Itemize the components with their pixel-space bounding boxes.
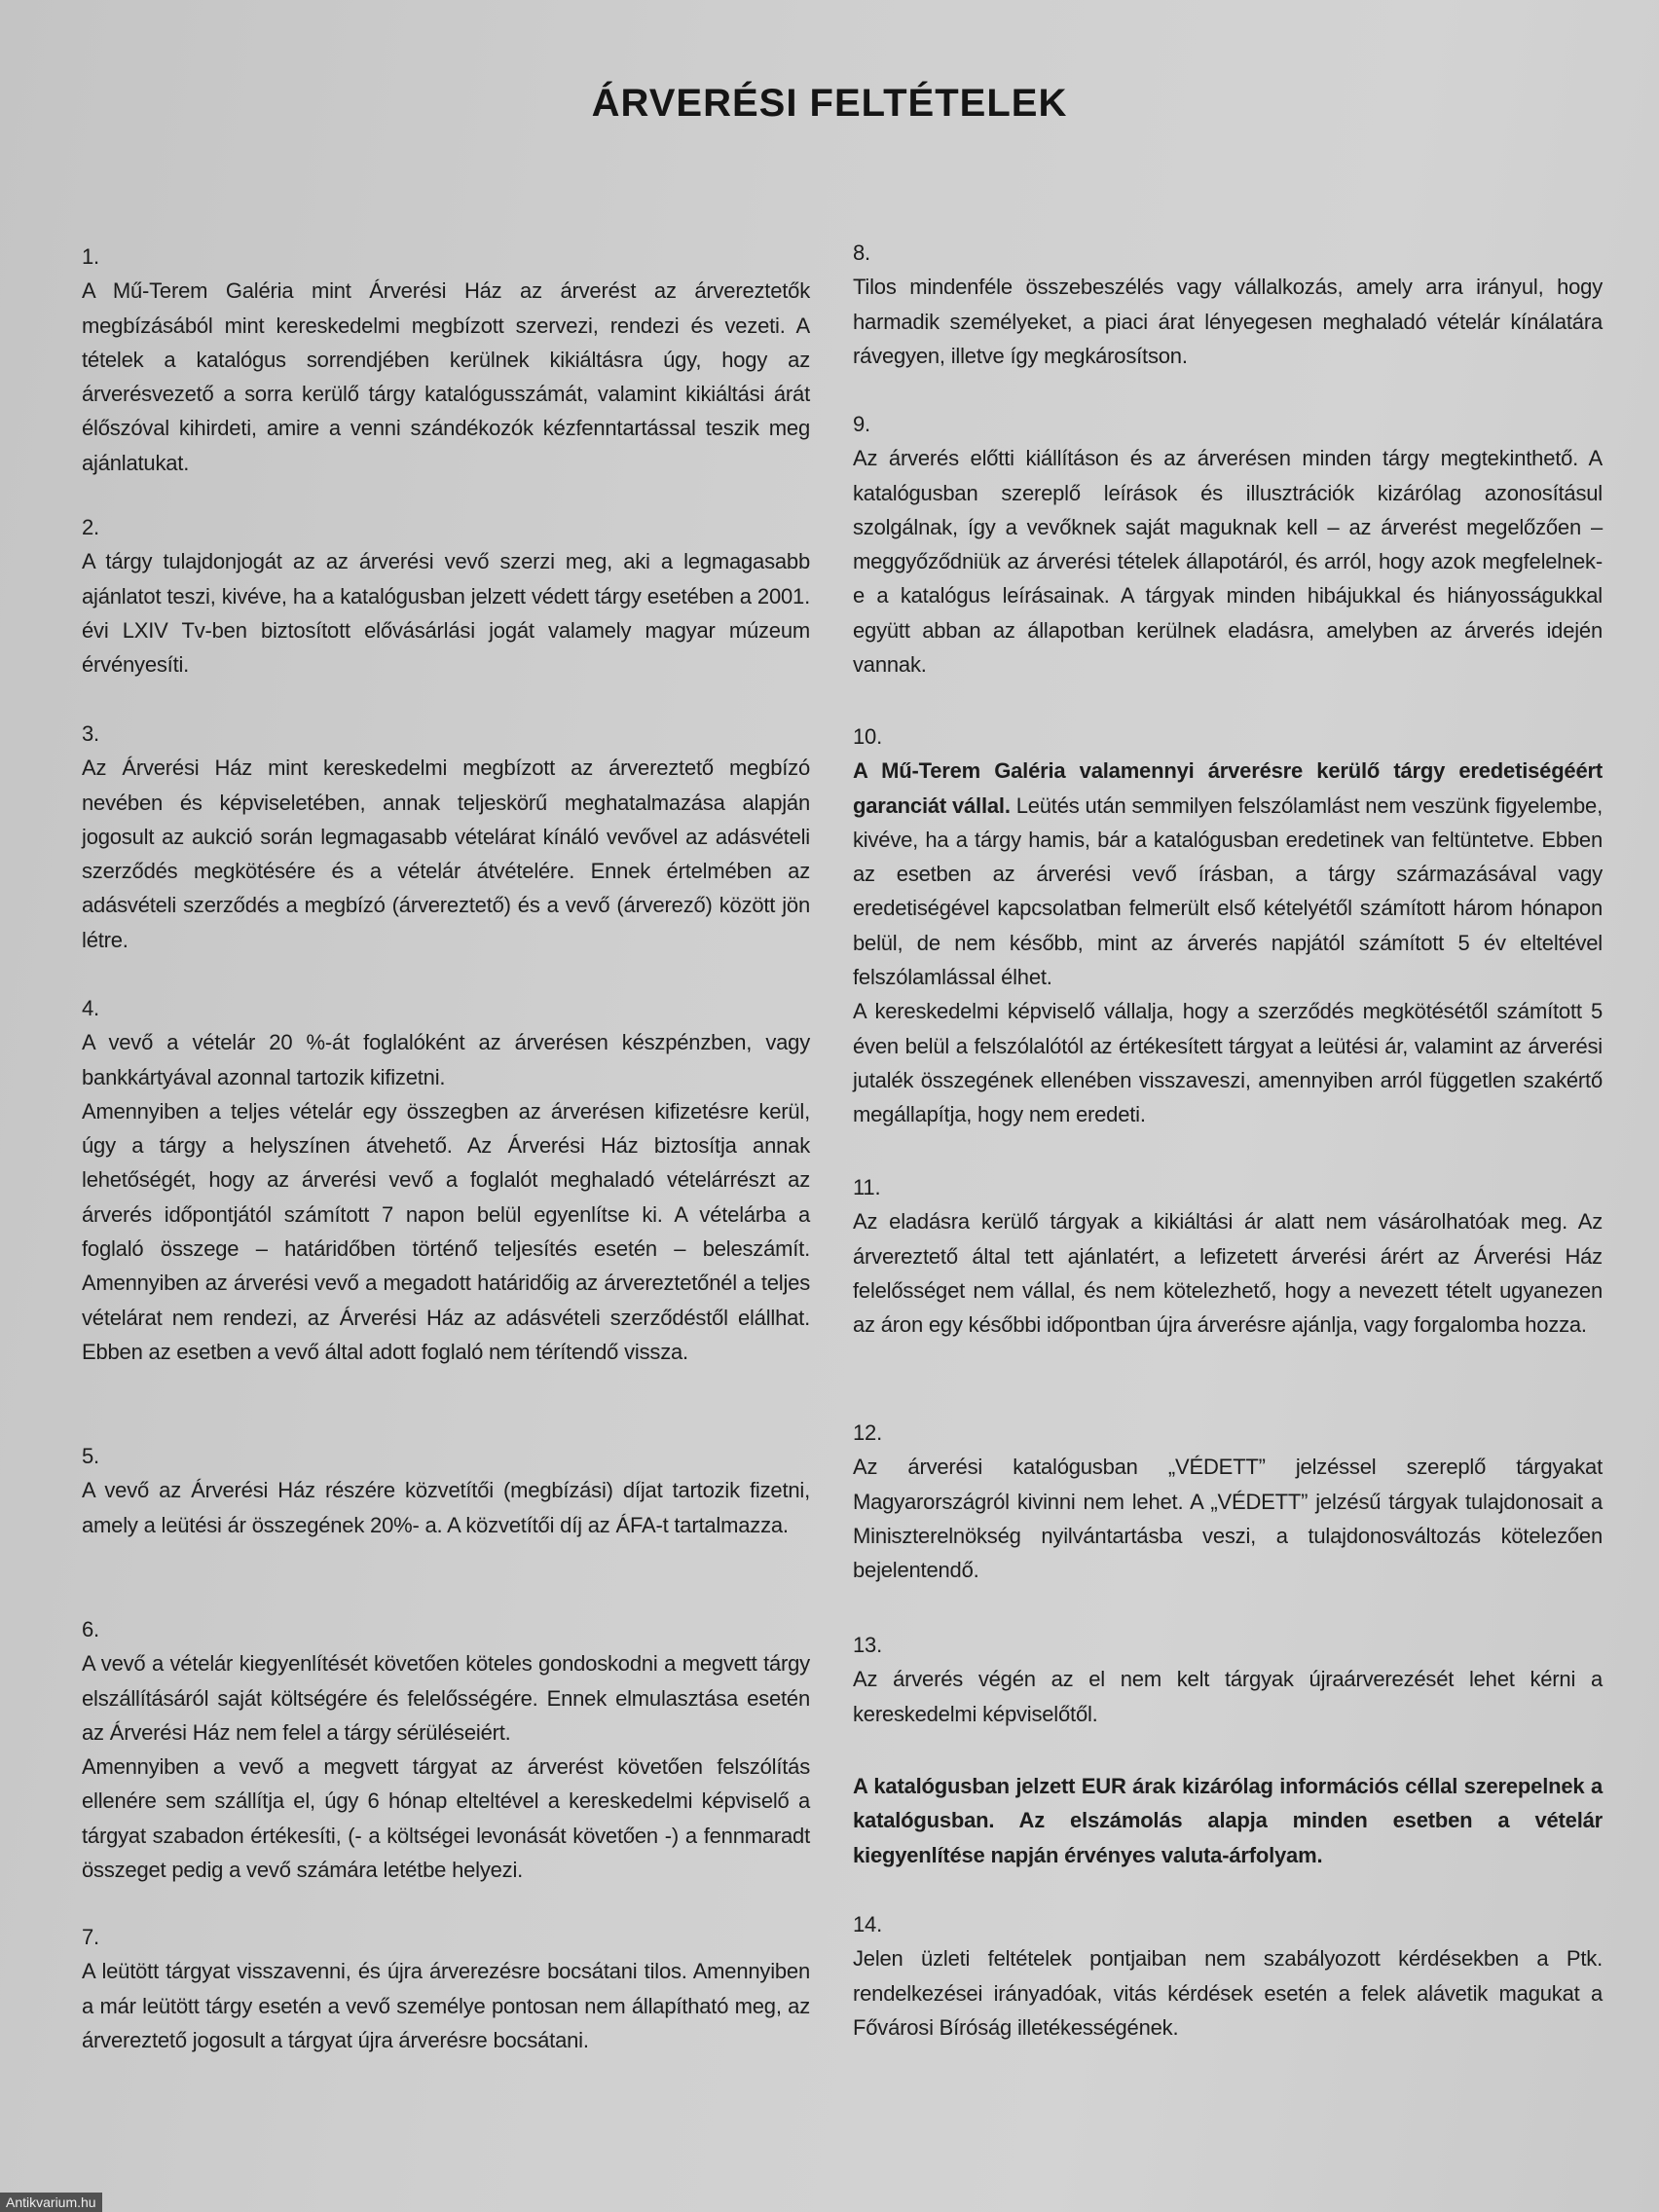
section-text: A vevő a vételár 20 %-át foglalóként az árverésen készpénzben, vagy bankkártyával azonnal tartozik kifizetni. xyxy=(82,1030,810,1089)
section-number: 4. xyxy=(82,996,99,1020)
section-text: A leütött tárgyat visszavenni, és újra árverezésre bocsátani tilos. Amennyiben a már leütött tárgy esetén a vevő személye pontosan nem állapítható meg, az árvereztető jogosult a tárgyat újra árverésre bocsátani. xyxy=(82,1959,810,2052)
section-text: A Mű-Terem Galéria mint Árverési Ház az árverést az árvereztetők megbízásából mint kereskedelmi megbízott szervezi, rendezi és vezeti. A tételek a katalógus sorrendjében kerülnek kikiáltásra úgy, hogy az árverésvezető a sorra kerülő tárgy katalógusszámát, valamint kikiáltási árát élőszóval kihirdeti, amire a venni szándékozók kézfenntartással teszik meg ajánlatukat. xyxy=(82,278,810,475)
section-number: 5. xyxy=(82,1444,99,1468)
section-number: 12. xyxy=(853,1420,882,1445)
section-5 xyxy=(82,1439,810,1542)
section-8 xyxy=(853,236,1603,373)
section-2 xyxy=(82,510,810,682)
section-3 xyxy=(82,717,810,957)
section-text: Leütés után semmilyen felszólamlást nem veszünk figyelembe, kivéve, ha a tárgy hamis, bár a katalógusban eredetinek van feltüntetve. Ebben az esetben az árverési vevő írásban, a tárgy származásával vagy eredetiségével kapcsolatban felmerült első kételyétől számított három hónapon belül, de nem később, mint az árverés napjától számított 5 év elteltével felszólamlással élhet. xyxy=(853,793,1604,990)
section-text: Az árverés előtti kiállításon és az árverésen minden tárgy megtekinthető. A katalógusban szereplő leírások és illusztrációk kizárólag azonosításul szolgálnak, így a vevőknek saját maguknak kell – az árverést megelőzően – meggyőződniük az árverési tételek állapotáról, és arról, hogy azok megfelelnek-e a katalógus leírásainak. A tárgyak minden hibájukkal és hiányosságukkal együtt abban az állapotban kerülnek eladásra, amelyben az árverés idején vannak. xyxy=(853,446,1603,678)
section-text: Az árverés végén az el nem kelt tárgyak újraárverezését lehet kérni a kereskedelmi képviselőtől. xyxy=(853,1667,1603,1726)
page-title: ÁRVERÉSI FELTÉTELEK xyxy=(591,82,1068,125)
section-number: 9. xyxy=(853,412,870,436)
currency-note xyxy=(853,1769,1603,1872)
section-text: Tilos mindenféle összebeszélés vagy vállalkozás, amely arra irányul, hogy harmadik személyeket, a piaci árat lényegesen meghaladó vételár kínálatára rávegyen, illetve így megkárosítson. xyxy=(853,275,1603,368)
section-4 xyxy=(82,991,810,1369)
section-text: Az eladásra kerülő tárgyak a kikiáltási ár alatt nem vásárolhatóak meg. Az árvereztető által tett ajánlatért, a lefizetett árverési árért az Árverési Ház felelősséget nem vállal, és nem kötelezhető, hogy a nevezett tételt ugyanezen az áron egy későbbi időpontban újra árverésre ajánlja, vagy forgalomba hozza. xyxy=(853,1209,1603,1338)
section-13 xyxy=(853,1628,1603,1731)
section-7 xyxy=(82,1920,810,2057)
section-number: 8. xyxy=(853,240,870,265)
section-6 xyxy=(82,1612,810,1887)
section-text: Az Árverési Ház mint kereskedelmi megbízott az árvereztető megbízó nevében és képviseletében, annak teljeskörű meghatalmazása alapján jogosult az aukció során legmagasabb vételárat kínáló vevővel az adásvételi szerződés megkötésére és a vételár átvételére. Ennek értelmében az adásvételi szerződés a megbízó (árvereztető) és a vevő (árverező) között jön létre. xyxy=(82,756,810,952)
section-11 xyxy=(853,1170,1603,1342)
section-number: 1. xyxy=(82,244,99,269)
section-text: A tárgy tulajdonjogát az az árverési vevő szerzi meg, aki a legmagasabb ajánlatot teszi, kivéve, ha a katalógusban jelzett védett tárgy esetében a 2001. évi LXIV Tv-ben biztosított elővásárlási jogát valamely magyar múzeum érvényesíti. xyxy=(82,549,810,678)
note-text: A katalógusban jelzett EUR árak kizárólag információs céllal szerepelnek a katalógusban. Az elszámolás alapja minden esetben a vételár kiegyenlítése napján érvényes valuta-árfolyam. xyxy=(853,1774,1603,1867)
section-text: A vevő az Árverési Ház részére közvetítői (megbízási) díjat tartozik fizetni, amely a leütési ár összegének 20%- a. A közvetítői díj az ÁFA-t tartalmazza. xyxy=(82,1478,810,1537)
section-number: 6. xyxy=(82,1617,99,1641)
section-text: Jelen üzleti feltételek pontjaiban nem szabályozott kérdésekben a Ptk. rendelkezései irányadóak, vitás kérdések esetén a felek alávetik magukat a Fővárosi Bíróság illetékességének. xyxy=(853,1946,1603,2040)
section-number: 13. xyxy=(853,1633,882,1657)
section-text: Amennyiben a teljes vételár egy összegben az árverésen kifizetésre kerül, úgy a tárgy a helyszínen átvehető. Az Árverési Ház biztosítja annak lehetőségét, hogy az árverési vevő a foglalót meghaladó vételárrészt az árverés időpontjától számított 7 napon belül egyenlítse ki. A vételárba a foglaló összege – határidőben történő teljesítés esetén – beleszámít. Amennyiben az árverési vevő a megadott határidőig az árvereztetőnél a teljes vételárat nem rendezi, az Árverési Ház az adásvételi szerződéstől elállhat. Ebben az esetben a vevő által adott foglaló nem térítendő vissza. xyxy=(82,1098,810,1364)
section-number: 3. xyxy=(82,721,99,746)
section-number: 11. xyxy=(853,1175,881,1199)
section-number: 2. xyxy=(82,515,99,539)
section-10 xyxy=(853,719,1603,1132)
section-14 xyxy=(853,1907,1603,2045)
section-1 xyxy=(82,240,810,480)
section-text: A kereskedelmi képviselő vállalja, hogy a szerződés megkötésétől számított 5 éven belül a felszólalótól az értékesített tárgyat a leütési ár, valamint az árverési jutalék összegének ellenében visszaveszi, amennyiben arról független szakértő megállapítja, hogy nem eredeti. xyxy=(853,999,1603,1127)
section-9 xyxy=(853,407,1603,682)
section-number: 7. xyxy=(82,1925,99,1949)
section-12 xyxy=(853,1416,1603,1587)
guarantee-statement: A Mű-Terem Galéria valamennyi árverésre kerülő tárgy eredetiségéért garanciát vállal. xyxy=(853,758,1603,818)
section-text: Amennyiben a vevő a megvett tárgyat az árverést követően felszólítás ellenére sem szállítja el, úgy 6 hónap elteltével a kereskedelmi képviselő a tárgyat szabadon értékesíti, (- a költségei levonását követően -) a fennmaradt összeget pedig a vevő számára letétbe helyezi. xyxy=(82,1754,810,1883)
section-number: 10. xyxy=(853,724,882,749)
section-text: A vevő a vételár kiegyenlítését követően köteles gondoskodni a megvett tárgy elszállításáról saját költségére és felelősségére. Ennek elmulasztása esetén az Árverési Ház nem felel a tárgy sérüléseiért. xyxy=(82,1651,810,1745)
section-number: 14. xyxy=(853,1912,882,1936)
watermark: Antikvarium.hu xyxy=(0,2193,102,2212)
section-text: Az árverési katalógusban „VÉDETT” jelzéssel szereplő tárgyakat Magyarországról kivinni nem lehet. A „VÉDETT” jelzésű tárgyak tulajdonosait a Miniszterelnökség nyilvántartásba veszi, a tulajdonosváltozás kötelezően bejelentendő. xyxy=(853,1455,1603,1583)
